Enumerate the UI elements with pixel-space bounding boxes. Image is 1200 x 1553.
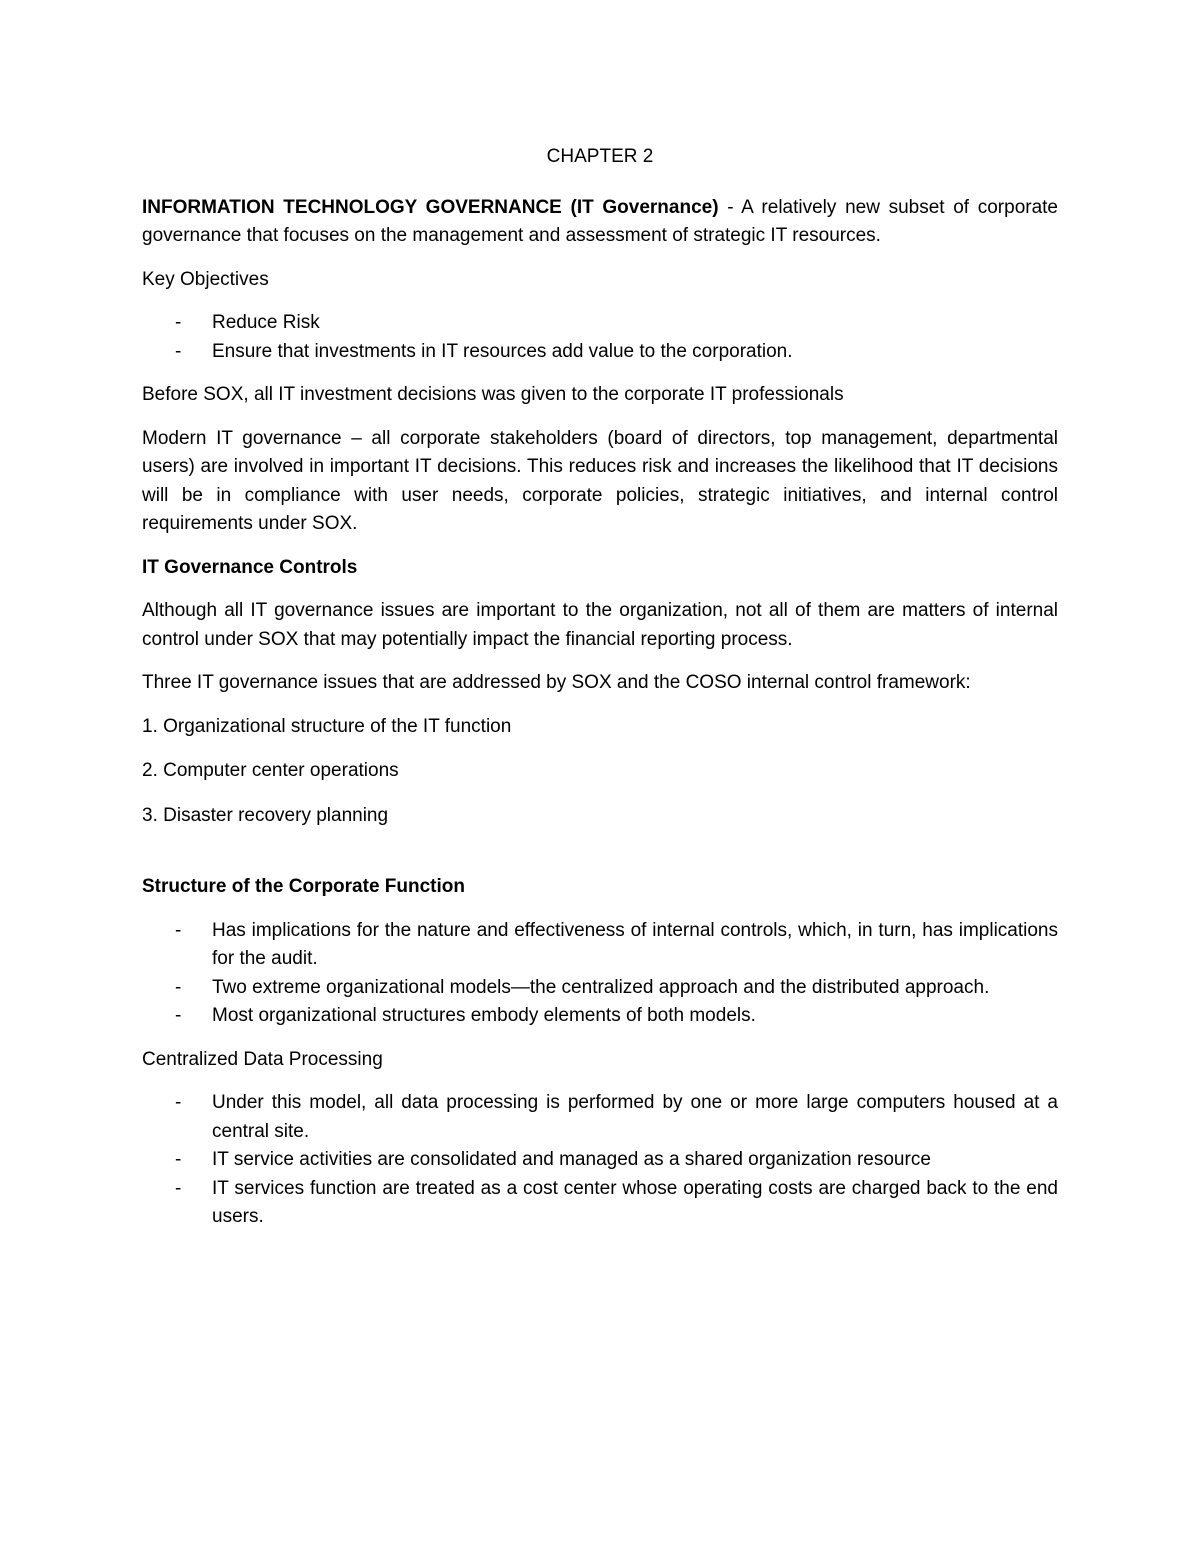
itg-term: INFORMATION TECHNOLOGY GOVERNANCE (IT Governance) <box>142 196 719 218</box>
structure-heading: Structure of the Corporate Function <box>142 876 465 897</box>
itg-issue-item: 1. Organizational structure of the IT function <box>142 715 512 737</box>
list-item: - IT service activities are consolidated and managed as a shared organization resource <box>142 1146 1058 1175</box>
centralized-list <box>142 1089 1058 1232</box>
dash-bullet: - <box>175 312 182 333</box>
dash-bullet: - <box>175 919 182 941</box>
itg-controls-paragraph: Although all IT governance issues are important to the organization, not all of them are matters of internal control under SOX that may potentially impact the financial reporting process. <box>142 600 1058 650</box>
list-item: - Two extreme organizational models—the centralized approach and the distributed approach. <box>142 974 1058 1003</box>
list-item: - IT services function are treated as a cost center whose operating costs are charged back to the end users. <box>142 1175 1058 1232</box>
list-item: - Ensure that investments in IT resources add value to the corporation. <box>142 338 1058 367</box>
dash-bullet: - <box>175 1092 182 1113</box>
itg-issue-item: 3. Disaster recovery planning <box>142 804 389 826</box>
dash-bullet: - <box>175 976 182 998</box>
itg-issue-item: 2. Computer center operations <box>142 760 399 781</box>
itg-issues-intro: Three IT governance issues that are addressed by SOX and the COSO internal control framework: <box>142 672 971 693</box>
itg-controls-heading: IT Governance Controls <box>142 556 358 578</box>
list-item: - Most organizational structures embody elements of both models. <box>142 1002 1058 1031</box>
itg-definition-paragraph <box>142 194 1058 251</box>
modern-itg-paragraph: Modern IT governance – all corporate stakeholders (board of directors, top management, departmental users) are involved in important IT decisions. This reduces risk and increases the likelihood that IT decisions will be in compliance with user needs, corporate policies, strategic initiatives, and internal control requirements under SOX. <box>142 427 1058 534</box>
key-objectives-heading: Key Objectives <box>142 268 269 290</box>
dash-bullet: - <box>175 1177 182 1199</box>
centralized-heading: Centralized Data Processing <box>142 1048 383 1070</box>
key-objectives-list <box>142 309 1058 366</box>
itg-definition-text: - A relatively new subset of corporate governance that focuses on the management and assessment of strategic IT resources. <box>142 196 1058 246</box>
dash-bullet: - <box>175 1149 182 1170</box>
list-item: - Reduce Risk <box>142 309 1058 338</box>
dash-bullet: - <box>175 340 182 362</box>
list-item: - Under this model, all data processing is performed by one or more large computers housed at a central site. <box>142 1089 1058 1146</box>
chapter-title: CHAPTER 2 <box>546 146 654 167</box>
list-item: - Has implications for the nature and effectiveness of internal controls, which, in turn, has implications for the audit. <box>142 917 1058 974</box>
before-sox-paragraph: Before SOX, all IT investment decisions was given to the corporate IT professionals <box>142 384 844 405</box>
document-body <box>142 143 1058 1247</box>
dash-bullet: - <box>175 1005 182 1026</box>
structure-list <box>142 917 1058 1031</box>
